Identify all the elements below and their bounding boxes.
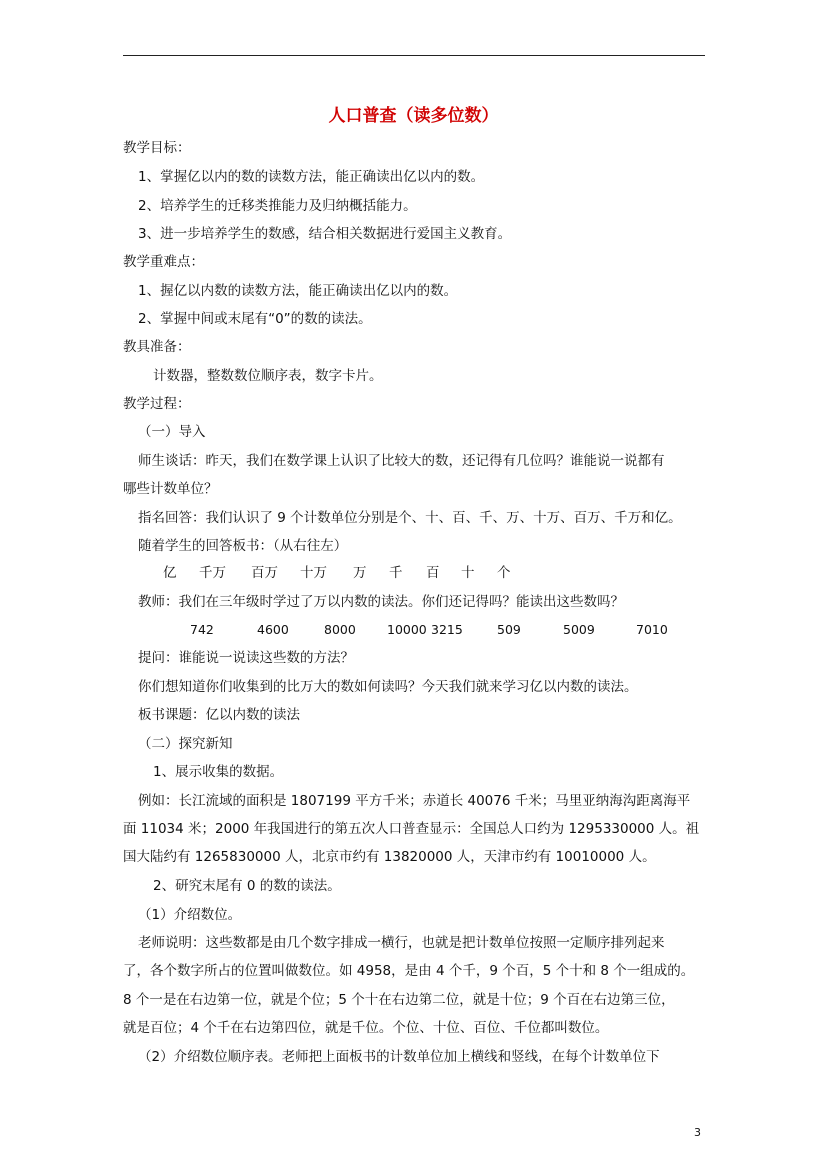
paragraph-line: 随着学生的回答板书：（从右往左） [138, 538, 348, 554]
paragraph-line: 师生谈话：昨天，我们在数学课上认识了比较大的数，还记得有几位吗？谁能说一说都有 [138, 453, 665, 469]
paragraph-line: 老师说明：这些数都是由几个数字排成一横行，也就是把计数单位按照一定顺序排列起来 [138, 935, 665, 951]
unit-label: 个 [497, 565, 511, 581]
goal-item-3: 3、进一步培养学生的数感，结合相关数据进行爱国主义教育。 [138, 226, 512, 242]
section-heading-process: 教学过程： [123, 396, 191, 412]
section-heading-materials: 教具准备： [123, 339, 191, 355]
paragraph-line: 面 11034 米；2000 年我国进行的第五次人口普查显示：全国总人口约为 1295330000 人。祖 [123, 821, 700, 837]
unit-label: 百 [426, 565, 440, 581]
goal-item-1: 1、掌握亿以内的数的读数方法，能正确读出亿以内的数。 [138, 169, 485, 185]
header-rule [123, 55, 705, 56]
unit-label: 十 [461, 565, 475, 581]
subsection-explore: （二）探究新知 [138, 736, 233, 752]
unit-label: 万 [353, 565, 367, 581]
unit-label: 百万 [251, 565, 278, 581]
section-heading-goals: 教学目标： [123, 140, 191, 156]
paragraph-line: 例如：长江流域的面积是 1807199 平方千米；赤道长 40076 千米；马里亚纳海沟距离海平 [138, 793, 691, 809]
number-item: 7010 [636, 622, 668, 637]
unit-label: 亿 [163, 565, 177, 581]
number-item: 8000 [324, 622, 356, 637]
subsection-intro: （一）导入 [138, 424, 206, 440]
paragraph-line: 教师：我们在三年级时学过了万以内数的读法。你们还记得吗？能读出这些数吗？ [138, 594, 624, 610]
paragraph-line: 指名回答：我们认识了 9 个计数单位分别是个、十、百、千、万、十万、百万、千万和亿。 [138, 510, 682, 526]
unit-label: 十万 [300, 565, 327, 581]
key-point-2: 2、掌握中间或末尾有“0”的数的读法。 [138, 311, 372, 327]
paragraph-line: 8 个一是在右边第一位，就是个位；5 个十在右边第二位，就是十位；9 个百在右边第三位， [123, 992, 675, 1008]
paragraph-line: （2）介绍数位顺序表。老师把上面板书的计数单位加上横线和竖线，在每个计数单位下 [138, 1049, 660, 1065]
page-title: 人口普查（读多位数） [328, 106, 499, 126]
paragraph-line: 板书课题：亿以内数的读法 [138, 707, 300, 723]
number-item: 4600 [257, 622, 289, 637]
paragraph-line: 你们想知道你们收集到的比万大的数如何读吗？今天我们就来学习亿以内数的读法。 [138, 679, 638, 695]
number-item: 10000 [387, 622, 427, 637]
number-item: 5009 [563, 622, 595, 637]
paragraph-line: 就是百位；4 个千在右边第四位，就是千位。个位、十位、百位、千位都叫数位。 [123, 1020, 609, 1036]
paragraph-line: 1、展示收集的数据。 [153, 764, 284, 780]
page-number: 3 [694, 1126, 701, 1139]
materials-text: 计数器，整数数位顺序表，数字卡片。 [153, 368, 383, 384]
paragraph-line: （1）介绍数位。 [138, 907, 242, 923]
paragraph-line: 了，各个数字所占的位置叫做数位。如 4958，是由 4 个千，9 个百，5 个十和 8 个一组成的。 [123, 963, 695, 979]
section-heading-key-points: 教学重难点： [123, 254, 204, 270]
key-point-1: 1、握亿以内数的读数方法，能正确读出亿以内的数。 [138, 283, 458, 299]
number-item: 742 [190, 622, 214, 637]
number-item: 509 [497, 622, 521, 637]
unit-label: 千 [389, 565, 403, 581]
paragraph-line: 国大陆约有 1265830000 人，北京市约有 13820000 人，天津市约有 10010000 人。 [123, 849, 656, 865]
goal-item-2: 2、培养学生的迁移类推能力及归纳概括能力。 [138, 198, 417, 214]
unit-label: 千万 [199, 565, 226, 581]
number-item: 3215 [431, 622, 463, 637]
paragraph-line: 提问：谁能说一说读这些数的方法？ [138, 650, 354, 666]
paragraph-line: 哪些计数单位？ [123, 481, 218, 497]
paragraph-line: 2、研究末尾有 0 的数的读法。 [153, 878, 341, 894]
